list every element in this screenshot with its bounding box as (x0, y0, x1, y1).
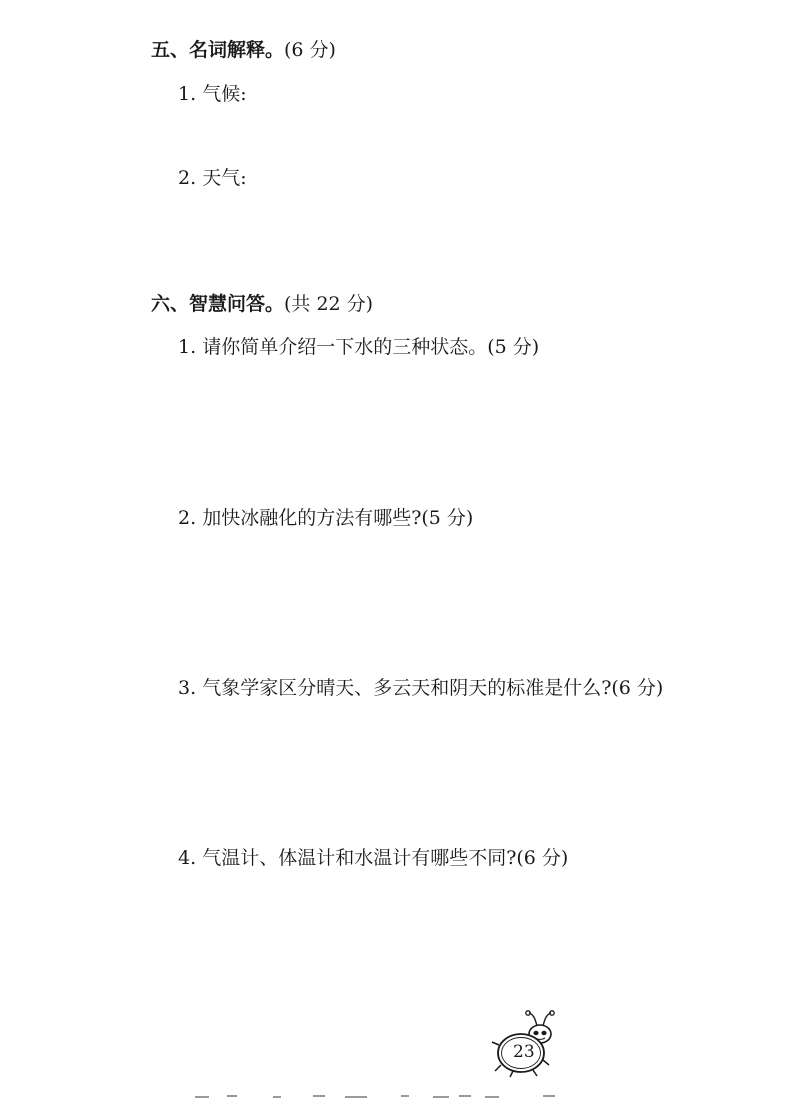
section-five-item-1 (178, 82, 247, 106)
item-number: 1. (178, 83, 197, 105)
item-text: 气候: (202, 83, 247, 105)
question-number: 4. (178, 847, 197, 869)
section-six-question-4 (178, 846, 568, 870)
section-five-item-2 (178, 166, 247, 190)
section-six-heading (151, 292, 373, 316)
question-number: 1. (178, 336, 197, 358)
item-number: 2. (178, 167, 197, 189)
question-text: 请你简单介绍一下水的三种状态。(5 分) (202, 336, 540, 358)
section-six-title: 六、智慧问答。 (151, 293, 285, 315)
question-text: 气象学家区分晴天、多云天和阴天的标准是什么?(6 分) (202, 677, 664, 699)
question-text: 加快冰融化的方法有哪些?(5 分) (202, 507, 474, 529)
section-six-question-3 (178, 676, 663, 700)
section-five-heading (151, 38, 336, 62)
section-six-question-1 (178, 335, 539, 359)
question-text: 气温计、体温计和水温计有哪些不同?(6 分) (202, 847, 569, 869)
section-five-points: (6 分) (284, 39, 336, 61)
question-number: 3. (178, 677, 197, 699)
section-six-points: (共 22 分) (284, 293, 374, 315)
footer-fragment-marks (195, 1092, 575, 1102)
section-six-question-2 (178, 506, 473, 530)
item-text: 天气: (202, 167, 247, 189)
page-number: 23 (513, 1042, 535, 1062)
section-five-title: 五、名词解释。 (151, 39, 285, 61)
question-number: 2. (178, 507, 197, 529)
